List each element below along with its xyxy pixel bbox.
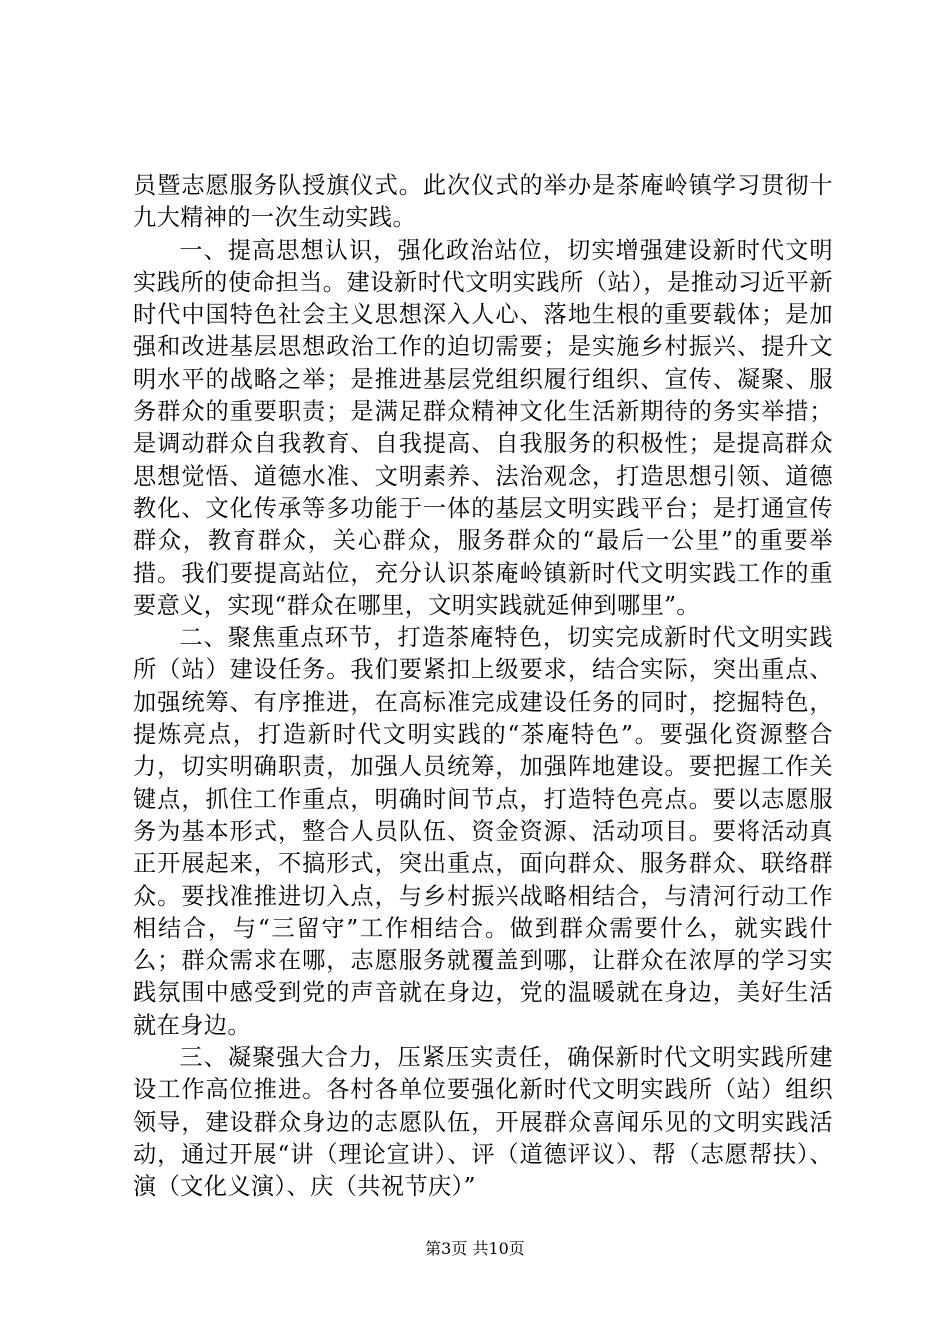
page-number-label: 第3页 共10页 xyxy=(425,1239,525,1258)
paragraph-section-two: 二、聚焦重点环节，打造茶庵特色，切实完成新时代文明实践所（站）建设任务。我们要紧扣上级要求，结合实际，突出重点、加强统筹、有序推进，在高标准完成建设任务的同时，挖掘特色，提炼亮点，打造新时代文明实践的“茶庵特色”。要强化资源整合力，切实明确职责，加强人员统筹，加强阵地建设。要把握工作关键点，抓住工作重点，明确时间节点，打造特色亮点。要以志愿服务为基本形式，整合人员队伍、资金资源、活动项目。要将活动真正开展起来，不搞形式，突出重点，面向群众、服务群众、联络群众。要找准推进切入点，与乡村振兴战略相结合，与清河行动工作相结合，与“三留守”工作相结合。做到群众需要什么，就实践什么；群众需求在哪，志愿服务就覆盖到哪，让群众在浓厚的学习实践氛围中感受到党的声音就在身边，党的温暖就在身边，美好生活就在身边。 xyxy=(133,624,833,1039)
document-body xyxy=(133,170,833,1204)
paragraph-section-three: 三、凝聚强大合力，压紧压实责任，确保新时代文明实践所建设工作高位推进。各村各单位要强化新时代文明实践所（站）组织领导，建设群众身边的志愿队伍，开展群众喜闻乐见的文明实践活动，通过开展“讲（理论宣讲）、评（道德评议）、帮（志愿帮扶）、演（文化义演）、庆（共祝节庆）” xyxy=(133,1044,833,1201)
paragraph-section-one: 一、提高思想认识，强化政治站位，切实增强建设新时代文明实践所的使命担当。建设新时代文明实践所（站），是推动习近平新时代中国特色社会主义思想深入人心、落地生根的重要载体；是加强和改进基层思想政治工作的迫切需要；是实施乡村振兴、提升文明水平的战略之举；是推进基层党组织履行组织、宣传、凝聚、服务群众的重要职责；是满足群众精神文化生活新期待的务实举措；是调动群众自我教育、自我提高、自我服务的积极性；是提高群众思想觉悟、道德水准、文明素养、法治观念，打造思想引领、道德教化、文化传承等多功能于一体的基层文明实践平台；是打通宣传群众，教育群众，关心群众，服务群众的“最后一公里”的重要举措。我们要提高站位，充分认识茶庵岭镇新时代文明实践工作的重要意义，实现“群众在哪里，文明实践就延伸到哪里”。 xyxy=(133,236,833,619)
page-footer xyxy=(0,1239,950,1259)
paragraph-continuation: 员暨志愿服务队授旗仪式。此次仪式的举办是茶庵岭镇学习贯彻十九大精神的一次生动实践。 xyxy=(133,172,833,232)
